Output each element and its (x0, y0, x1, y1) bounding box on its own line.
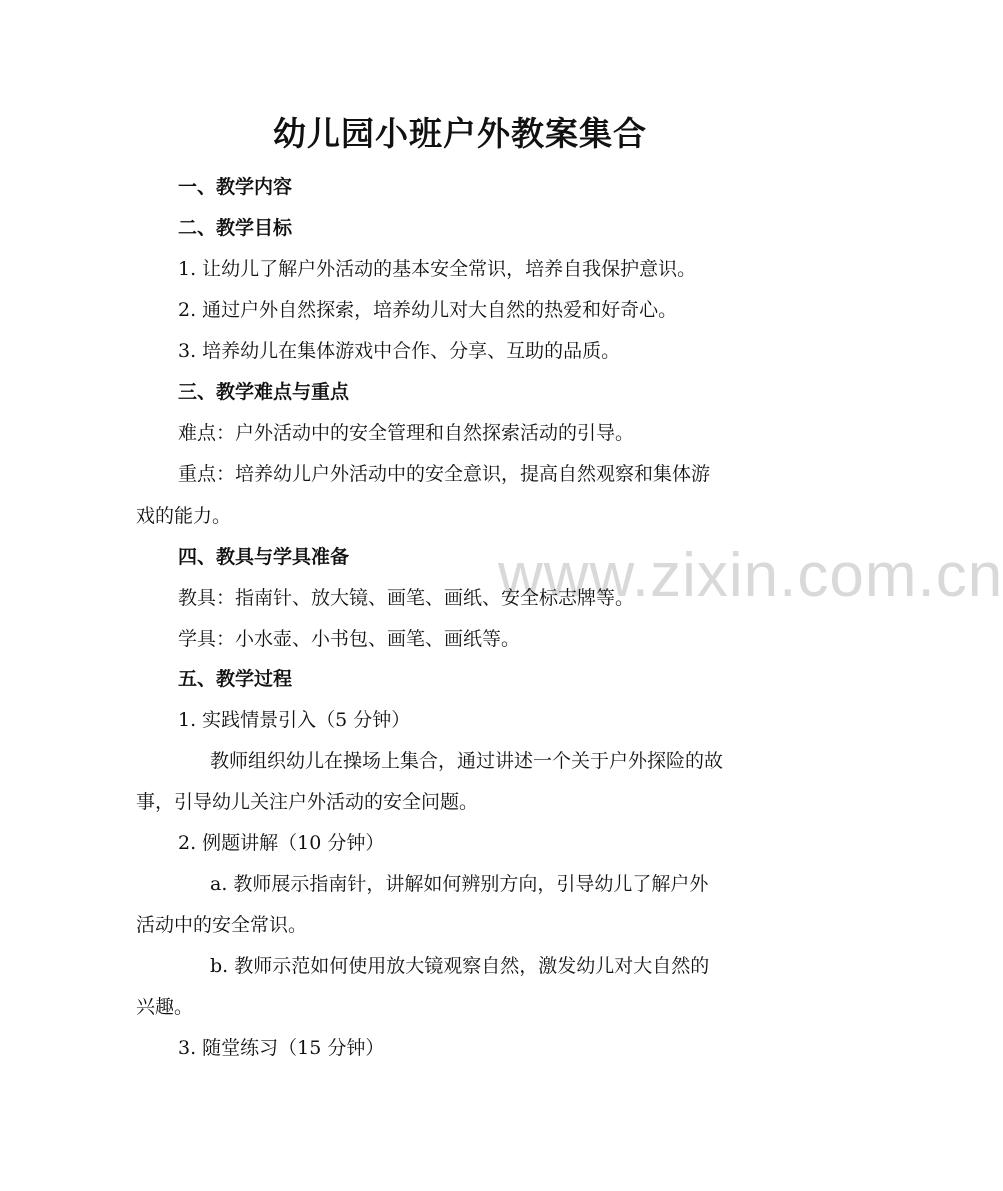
section-heading-goals: 二、教学目标 (178, 217, 293, 239)
process-substep-text: a. 教师展示指南针，讲解如何辨别方向，引导幼儿了解户外 (210, 873, 709, 895)
process-substep-text-cont: 活动中的安全常识。 (136, 914, 308, 936)
goal-item: 2. 通过户外自然探索，培养幼儿对大自然的热爱和好奇心。 (178, 299, 678, 321)
process-step-text-cont: 事，引导幼儿关注户外活动的安全问题。 (136, 791, 479, 813)
section-heading-difficulty: 三、教学难点与重点 (178, 381, 350, 403)
document-title: 幼儿园小班户外教案集合 (273, 114, 647, 153)
section-heading-process: 五、教学过程 (178, 668, 293, 690)
process-step-title: 3. 随堂练习（15 分钟） (178, 1037, 385, 1059)
watermark: www.zixin.com.cn (498, 541, 1003, 610)
process-step-title: 1. 实践情景引入（5 分钟） (178, 709, 411, 731)
key-point-text-cont: 戏的能力。 (136, 505, 232, 527)
key-point-text: 重点：培养幼儿户外活动中的安全意识，提高自然观察和集体游 (178, 463, 711, 485)
section-heading-materials: 四、教具与学具准备 (178, 546, 350, 568)
process-substep-text: b. 教师示范如何使用放大镜观察自然，激发幼儿对大自然的 (210, 955, 710, 977)
section-heading-content: 一、教学内容 (178, 176, 293, 198)
goal-item: 3. 培养幼儿在集体游戏中合作、分享、互助的品质。 (178, 340, 621, 362)
goal-item: 1. 让幼儿了解户外活动的基本安全常识，培养自我保护意识。 (178, 258, 697, 280)
process-step-title: 2. 例题讲解（10 分钟） (178, 832, 385, 854)
teacher-tools-text: 教具：指南针、放大镜、画笔、画纸、安全标志牌等。 (178, 587, 635, 609)
process-substep-text-cont: 兴趣。 (136, 996, 194, 1018)
student-tools-text: 学具：小水壶、小书包、画笔、画纸等。 (178, 628, 521, 650)
difficulty-text: 难点：户外活动中的安全管理和自然探索活动的引导。 (178, 422, 635, 444)
process-step-text: 教师组织幼儿在操场上集合，通过讲述一个关于户外探险的故 (210, 750, 724, 772)
